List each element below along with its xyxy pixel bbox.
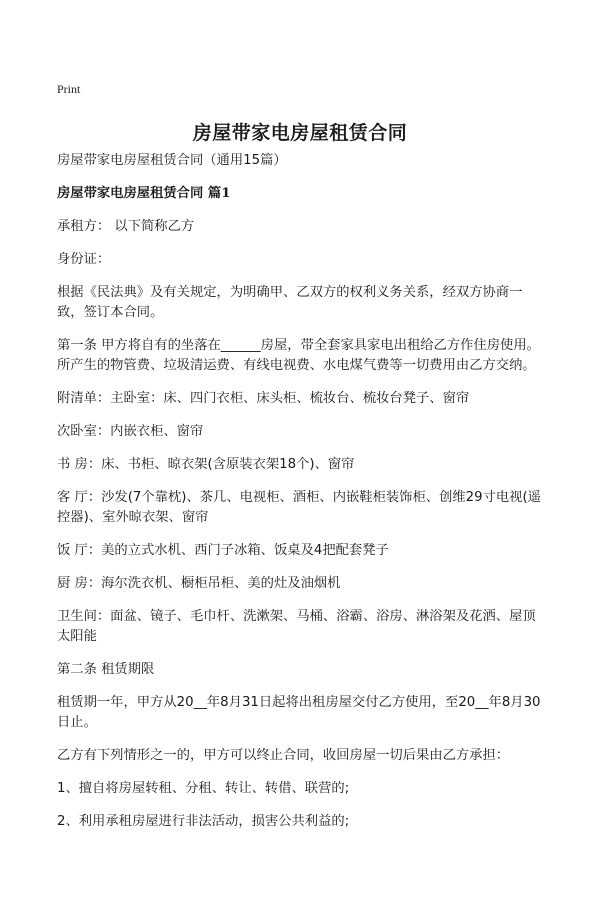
paragraph: 客 厅：沙发(7个靠枕)、茶几、电视柜、酒柜、内嵌鞋柜装饰柜、创维29寸电视(遥控器)、室外晾衣架、窗帘	[57, 490, 541, 525]
paragraph: 2、利用承租房屋进行非法活动，损害公共利益的;	[57, 814, 350, 829]
paragraph: 第一条 甲方将自有的坐落在______房屋，带全套家具家电出租给乙方作住房使用。所产生的物管费、垃圾清运费、有线电视费、水电煤气费等一切费用由乙方交纳。	[57, 338, 540, 373]
paragraph: 身份证：	[57, 252, 111, 267]
document-body	[57, 151, 547, 845]
print-label: Print	[57, 82, 81, 96]
paragraph: 厨 房：海尔洗衣机、橱柜吊柜、美的灶及油烟机	[57, 576, 341, 591]
paragraph: 承租方： 以下简称乙方	[57, 219, 195, 234]
paragraph: 饭 厅：美的立式水机、西门子冰箱、饭桌及4把配套凳子	[57, 543, 389, 558]
paragraph: 1、擅自将房屋转租、分租、转让、转借、联营的;	[57, 781, 350, 796]
paragraph: 租赁期一年，甲方从20__年8月31日起将出租房屋交付乙方使用，至20__年8月30日止。	[57, 695, 541, 730]
paragraph: 次卧室：内嵌衣柜、窗帘	[57, 424, 204, 439]
paragraph: 书 房：床、书柜、晾衣架(含原装衣架18个)、窗帘	[57, 457, 355, 472]
paragraph: 附清单：主卧室：床、四门衣柜、床头柜、梳妆台、梳妆台凳子、窗帘	[57, 391, 470, 406]
paragraph: 房屋带家电房屋租赁合同（通用15篇）	[57, 153, 287, 168]
paragraph: 第二条 租赁期限	[57, 662, 155, 677]
paragraph: 根据《民法典》及有关规定，为明确甲、乙双方的权利义务关系，经双方协商一致，签订本合同。	[57, 285, 523, 320]
paragraph: 乙方有下列情形之一的，甲方可以终止合同，收回房屋一切后果由乙方承担：	[57, 748, 510, 763]
paragraph: 卫生间：面盆、镜子、毛巾杆、洗漱架、马桶、浴霸、浴房、淋浴架及花洒、屋顶太阳能	[57, 609, 536, 644]
section-heading: 房屋带家电房屋租赁合同 篇1	[57, 186, 231, 201]
document-title: 房屋带家电房屋租赁合同	[192, 122, 408, 144]
